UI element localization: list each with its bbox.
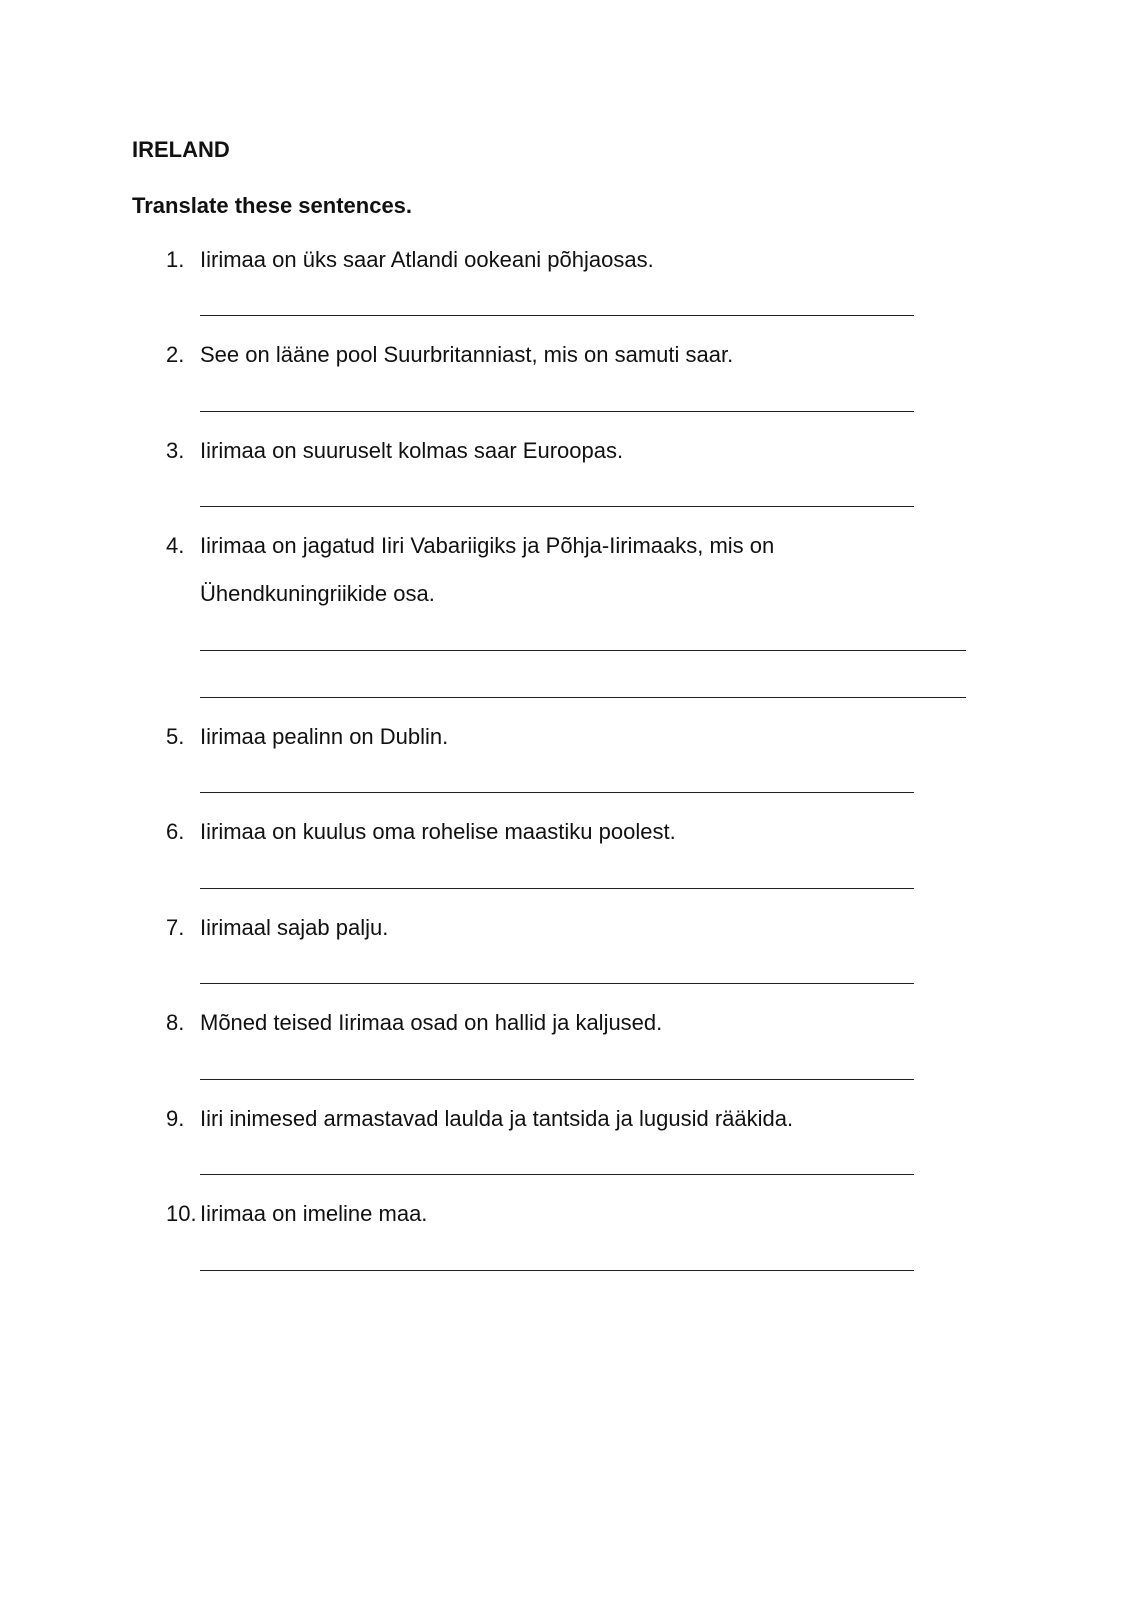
sentence-10: Iirimaa on imeline maa. [200, 1201, 428, 1226]
answer-line-8[interactable] [200, 1079, 914, 1080]
item-number-7: 7. [166, 915, 185, 940]
item-number-2: 2. [166, 342, 185, 367]
answer-line-4b[interactable] [200, 697, 966, 698]
answer-line-5[interactable] [200, 792, 914, 793]
answer-line-6[interactable] [200, 888, 914, 889]
item-number-8: 8. [166, 1010, 185, 1035]
sentence-2: See on lääne pool Suurbritanniast, mis on samuti saar. [200, 342, 734, 367]
sentence-4-line-2: Ühendkuningriikide osa. [200, 581, 435, 606]
answer-line-2[interactable] [200, 411, 914, 412]
answer-line-7[interactable] [200, 983, 914, 984]
item-number-1: 1. [166, 247, 185, 272]
answer-line-10[interactable] [200, 1270, 914, 1271]
sentence-9: Iiri inimesed armastavad laulda ja tantsida ja lugusid rääkida. [200, 1106, 794, 1131]
item-number-10: 10. [166, 1201, 197, 1226]
sentence-1: Iirimaa on üks saar Atlandi ookeani põhjaosas. [200, 247, 654, 272]
sentence-5: Iirimaa pealinn on Dublin. [200, 724, 449, 749]
sentence-4-line-1: Iirimaa on jagatud Iiri Vabariigiks ja Põhja-Iirimaaks, mis on [200, 533, 775, 558]
item-number-4: 4. [166, 533, 185, 558]
answer-line-9[interactable] [200, 1174, 914, 1175]
worksheet-instruction: Translate these sentences. [132, 193, 413, 218]
sentence-6: Iirimaa on kuulus oma rohelise maastiku poolest. [200, 819, 676, 844]
item-number-6: 6. [166, 819, 185, 844]
sentence-8: Mõned teised Iirimaa osad on hallid ja kaljused. [200, 1010, 663, 1035]
item-number-9: 9. [166, 1106, 185, 1131]
item-number-3: 3. [166, 438, 185, 463]
answer-line-1[interactable] [200, 315, 914, 316]
worksheet-title: IRELAND [132, 137, 230, 162]
item-number-5: 5. [166, 724, 185, 749]
answer-line-4a[interactable] [200, 650, 966, 651]
sentence-3: Iirimaa on suuruselt kolmas saar Euroopas. [200, 438, 624, 463]
answer-line-3[interactable] [200, 506, 914, 507]
sentence-7: Iirimaal sajab palju. [200, 915, 389, 940]
